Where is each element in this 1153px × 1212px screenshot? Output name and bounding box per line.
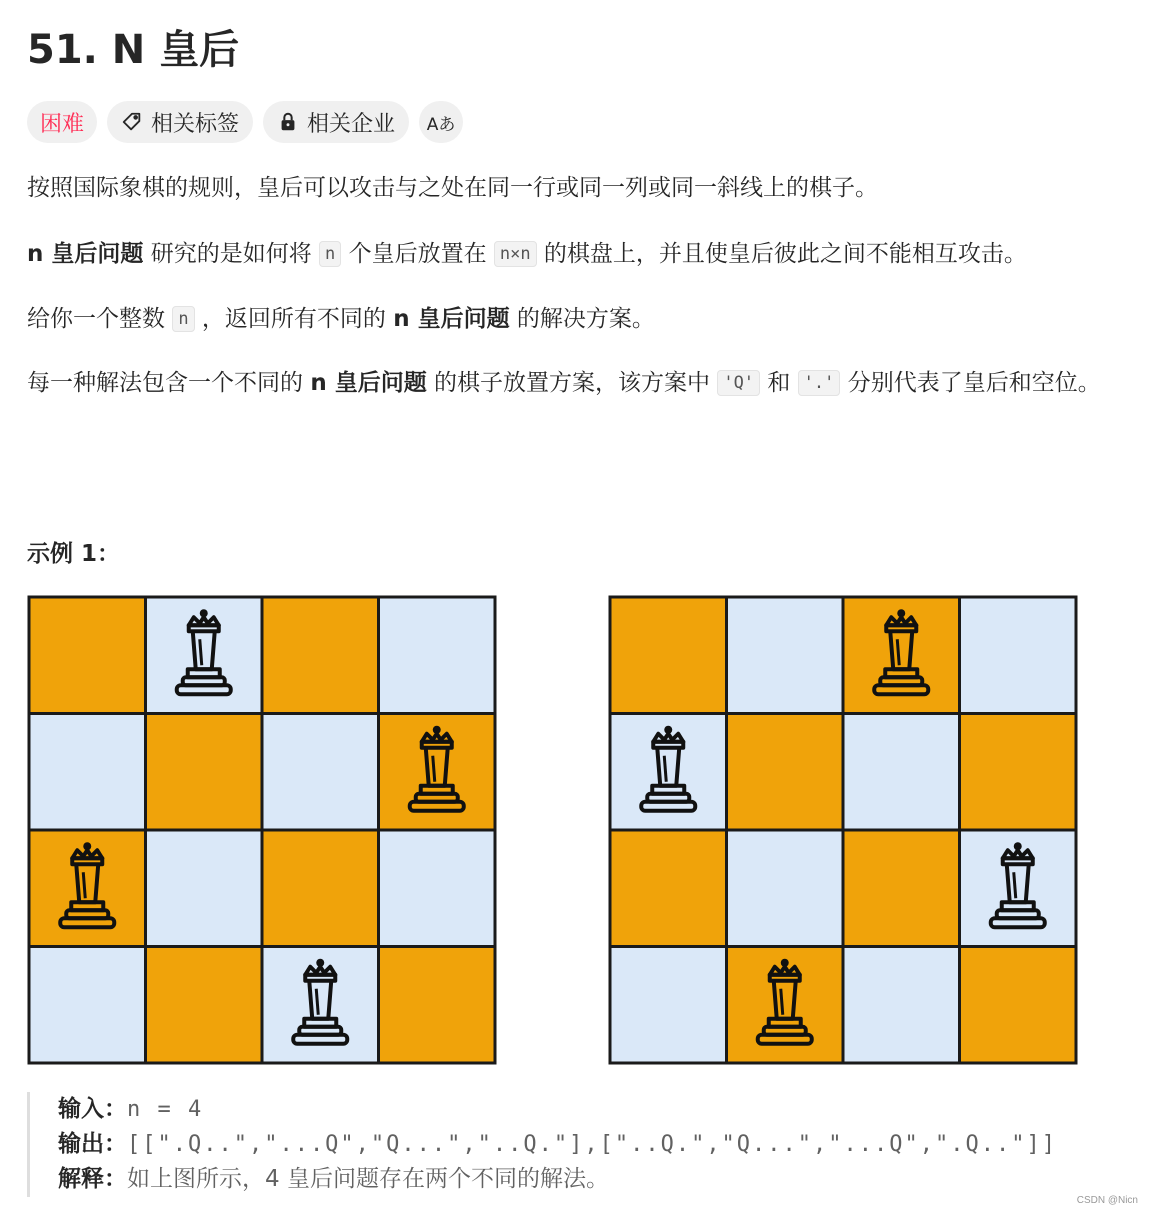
- watermark: CSDN @Nicn: [1076, 1195, 1138, 1206]
- board-square: [29, 597, 146, 714]
- related-companies-label: 相关企业: [307, 111, 396, 137]
- chessboard-2: [608, 595, 1078, 1065]
- chessboard-svg: [27, 595, 497, 1065]
- input-label: 输入：: [58, 1096, 127, 1122]
- output-line: [58, 1127, 1127, 1162]
- board-square: [727, 830, 844, 947]
- board-square: [727, 714, 844, 831]
- output-value: [[".Q..","...Q","Q...","..Q."],["..Q.","Q...","...Q",".Q.."]]: [127, 1132, 1057, 1157]
- board-square: [379, 597, 496, 714]
- output-label: 输出：: [58, 1131, 127, 1157]
- board-square: [843, 830, 960, 947]
- chessboard-svg: [608, 595, 1078, 1065]
- related-companies-button[interactable]: [263, 101, 409, 143]
- related-tags-button[interactable]: [107, 101, 253, 143]
- description-paragraph-3: 给你一个整数 n ，返回所有不同的 n 皇后问题 的解决方案。: [27, 306, 655, 332]
- board-square: [727, 597, 844, 714]
- board-square: [843, 947, 960, 1064]
- description-paragraph-2: n 皇后问题 研究的是如何将 n 个皇后放置在 n×n 的棋盘上，并且使皇后彼此之间不能相互攻击。: [27, 241, 1027, 267]
- explanation-value: 如上图所示，4 皇后问题存在两个不同的解法。: [127, 1166, 609, 1192]
- board-square: [960, 597, 1077, 714]
- board-square: [146, 947, 263, 1064]
- board-square: [262, 830, 379, 947]
- inline-code: n×n: [494, 241, 537, 267]
- explanation-line: [58, 1162, 1127, 1197]
- board-square: [146, 830, 263, 947]
- board-square: [379, 830, 496, 947]
- board-square: [610, 947, 727, 1064]
- board-square: [29, 947, 146, 1064]
- translate-icon: Aあ: [426, 114, 456, 135]
- example-title: 示例 1：: [27, 541, 121, 567]
- board-square: [610, 597, 727, 714]
- board-square: [610, 830, 727, 947]
- description-paragraph-1: 按照国际象棋的规则，皇后可以攻击与之处在同一行或同一列或同一斜线上的棋子。: [27, 175, 878, 201]
- example-io-block: [27, 1092, 1127, 1197]
- lock-icon: [277, 111, 299, 133]
- inline-code: 'Q': [717, 370, 760, 396]
- related-tags-label: 相关标签: [151, 111, 240, 137]
- board-square: [379, 947, 496, 1064]
- board-square: [29, 714, 146, 831]
- tag-icon: [121, 111, 143, 133]
- input-value: n = 4: [127, 1097, 204, 1122]
- difficulty-label: 困难: [40, 111, 85, 137]
- inline-code: n: [319, 241, 341, 267]
- translate-button[interactable]: [419, 101, 463, 143]
- board-square: [262, 714, 379, 831]
- inline-code: n: [172, 306, 194, 332]
- description-paragraph-4: 每一种解法包含一个不同的 n 皇后问题 的棋子放置方案，该方案中 'Q' 和 '.' 分别代表了皇后和空位。: [27, 370, 1101, 396]
- page-title: 51. N 皇后: [27, 27, 240, 73]
- board-square: [843, 714, 960, 831]
- chessboard-1: [27, 595, 497, 1065]
- difficulty-badge[interactable]: [27, 101, 97, 143]
- input-line: [58, 1092, 1127, 1127]
- inline-code: '.': [798, 370, 841, 396]
- board-square: [262, 597, 379, 714]
- explanation-label: 解释：: [58, 1166, 127, 1192]
- board-square: [146, 714, 263, 831]
- board-square: [960, 714, 1077, 831]
- tag-bar: [27, 101, 463, 143]
- board-square: [960, 947, 1077, 1064]
